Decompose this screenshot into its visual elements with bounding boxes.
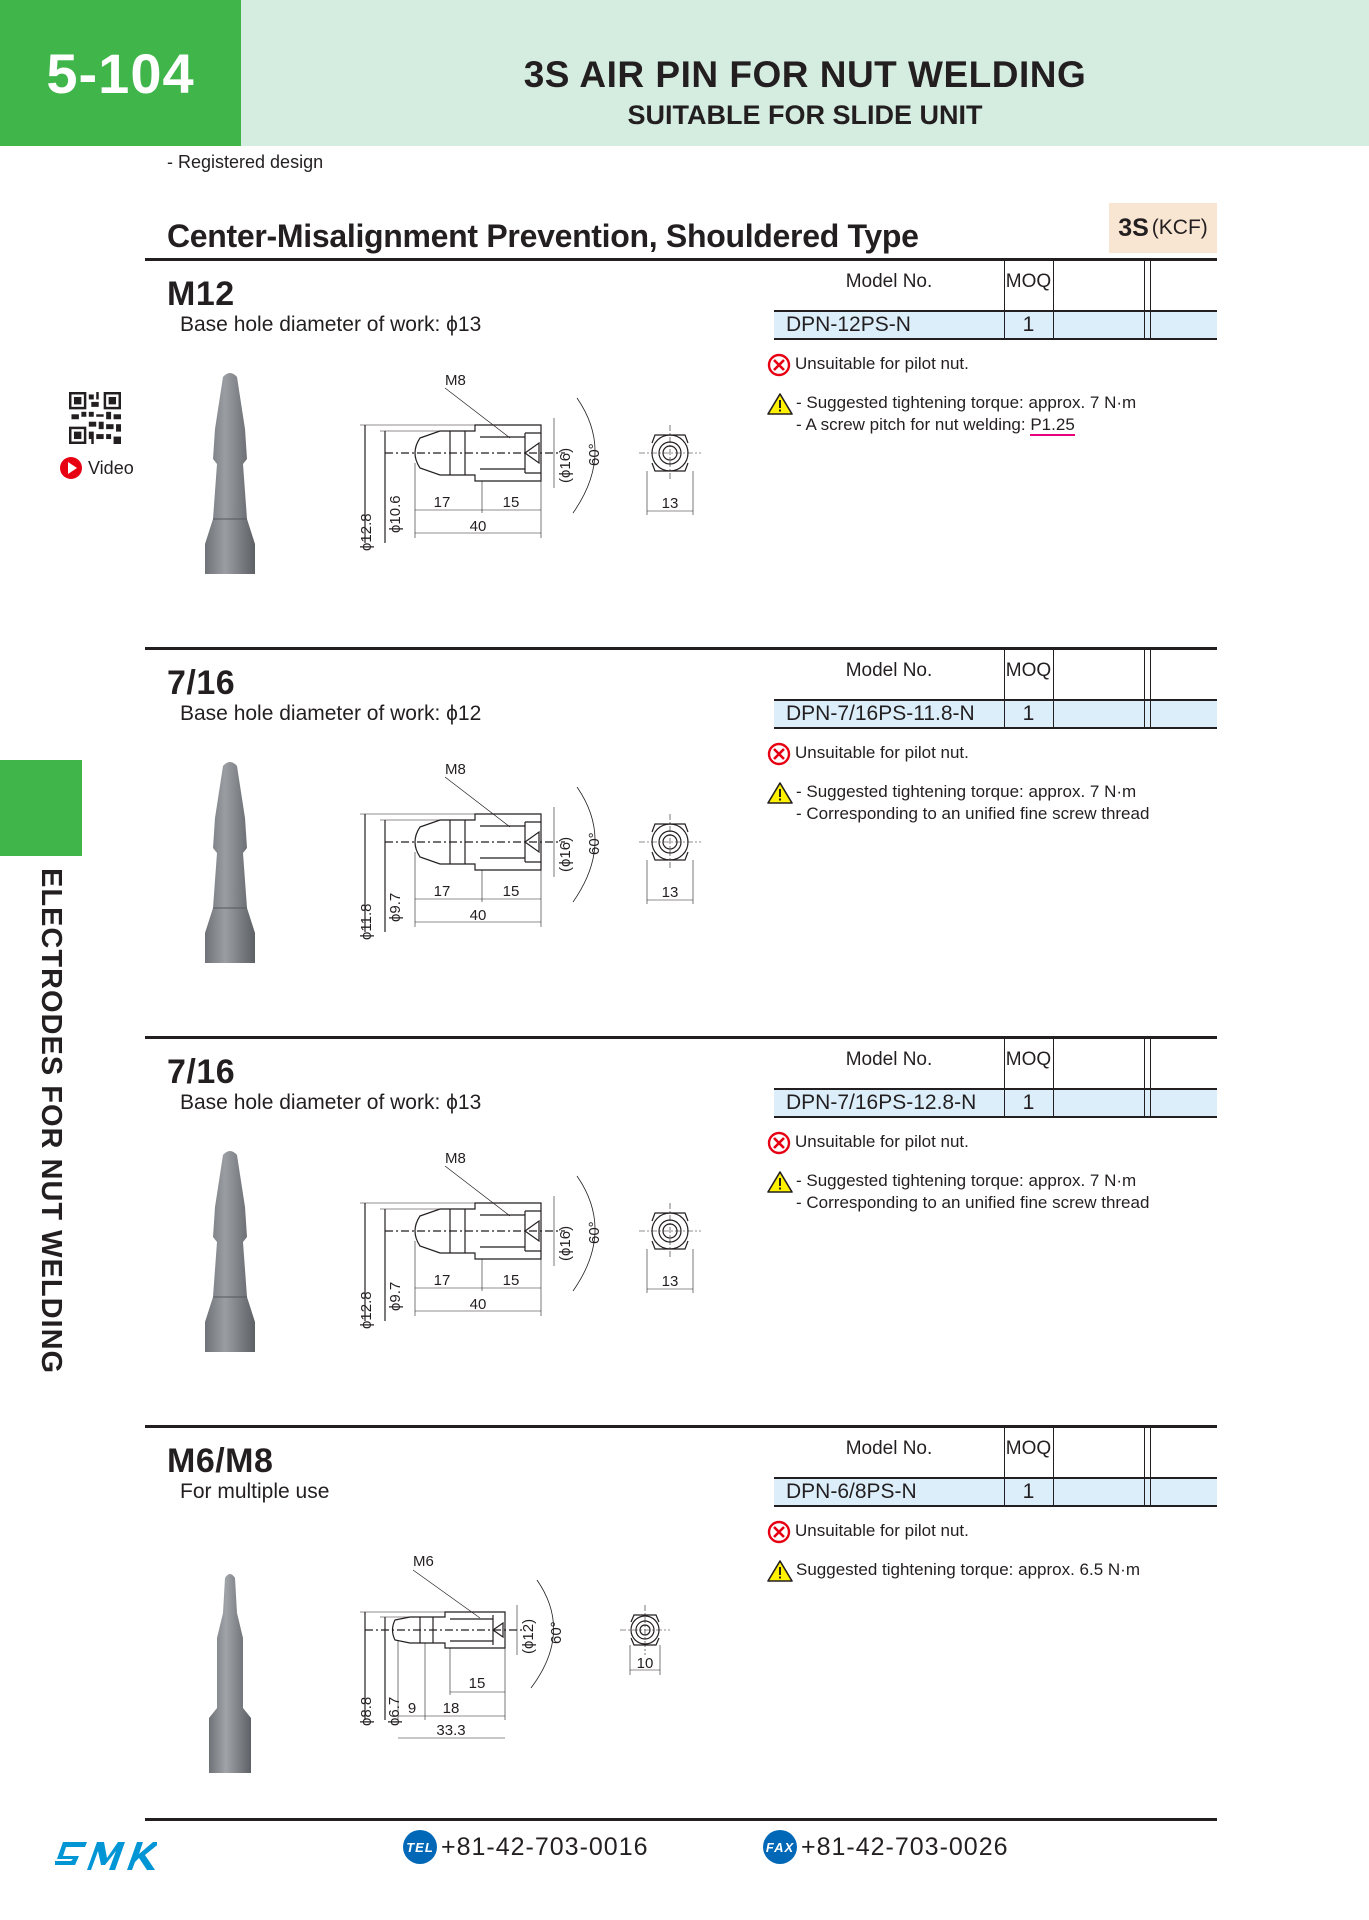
product-section xyxy=(145,647,1217,1027)
qr-code-icon[interactable] xyxy=(68,392,122,444)
model-number: DPN-7/16PS-12.8-N xyxy=(786,1091,977,1114)
dimension-drawing xyxy=(325,363,765,573)
dim-inner-diameter: ϕ9.7 xyxy=(387,1281,404,1311)
dimension-drawing xyxy=(325,1141,765,1351)
pin-photo-icon xyxy=(185,758,275,968)
dim-thread: M8 xyxy=(445,1150,466,1167)
model-header: Model No. xyxy=(845,1049,933,1070)
base-hole-text: For multiple use xyxy=(180,1480,330,1503)
pin-photo-icon xyxy=(185,1568,275,1778)
warning-icon xyxy=(767,392,793,416)
table-divider xyxy=(1053,1428,1054,1507)
unsuitable-icon xyxy=(767,1520,791,1544)
model-number: DPN-6/8PS-N xyxy=(786,1480,917,1503)
badge-main: 3S xyxy=(1118,213,1149,242)
table-divider xyxy=(1150,650,1151,729)
unsuitable-icon xyxy=(767,1131,791,1155)
table-divider xyxy=(1004,650,1005,729)
dim-shoulder-diameter: (ϕ16) xyxy=(557,447,574,483)
moq-header: MOQ xyxy=(1005,271,1052,292)
moq-value: 1 xyxy=(1022,1091,1035,1114)
footer-divider xyxy=(145,1818,1217,1821)
model-table xyxy=(774,650,1217,725)
fax-icon: FAX xyxy=(763,1830,797,1864)
model-number: DPN-12PS-N xyxy=(786,313,911,336)
dim-outer-diameter: ϕ12.8 xyxy=(358,1291,375,1329)
dim-angle: 60° xyxy=(586,832,603,855)
video-label: Video xyxy=(88,457,134,478)
note-line: - Corresponding to an unified fine screw thread xyxy=(796,1193,1150,1212)
table-divider xyxy=(1144,650,1145,729)
table-divider xyxy=(1150,1428,1151,1507)
unsuitable-text: Unsuitable for pilot nut. xyxy=(795,1521,969,1540)
dim-inner-diameter: ϕ9.7 xyxy=(387,892,404,922)
page-title: 3S AIR PIN FOR NUT WELDING xyxy=(523,54,1087,95)
pin-photo-icon xyxy=(185,1147,275,1357)
note-line: - Corresponding to an unified fine screw thread xyxy=(796,804,1150,823)
dim-length-a: 9 xyxy=(407,1700,417,1717)
pin-photo xyxy=(185,369,275,579)
dim-length-total: 33.3 xyxy=(436,1722,466,1739)
dim-length-b: 15 xyxy=(502,883,520,900)
dim-length-a: 17 xyxy=(433,1272,451,1289)
moq-value: 1 xyxy=(1022,313,1035,336)
model-header: Model No. xyxy=(845,271,933,292)
dimension-drawing-wrap xyxy=(325,752,765,962)
page-number: 5-104 xyxy=(0,0,241,146)
pin-photo xyxy=(185,1147,275,1357)
note-line: Suggested tightening torque: approx. 6.5 N·m xyxy=(796,1560,1140,1579)
company-logo xyxy=(55,1838,157,1880)
dim-outer-diameter: ϕ11.8 xyxy=(358,903,375,940)
dim-angle: 60° xyxy=(586,443,603,466)
model-number: DPN-7/16PS-11.8-N xyxy=(786,702,975,725)
note-line: - A screw pitch for nut welding: P1.25 xyxy=(796,415,1075,434)
moq-value: 1 xyxy=(1022,702,1035,725)
dimension-drawing-wrap xyxy=(325,363,765,573)
badge-sub: (KCF) xyxy=(1151,216,1208,239)
table-divider xyxy=(1144,1428,1145,1507)
screw-pitch: P1.25 xyxy=(1030,415,1075,434)
tel-icon: TEL xyxy=(403,1830,437,1864)
pin-photo-icon xyxy=(185,369,275,579)
section-title: Center-Misalignment Prevention, Shouldered Type xyxy=(167,218,919,254)
product-section xyxy=(145,1036,1217,1416)
dim-length-total: 40 xyxy=(469,1296,487,1313)
warning-icon xyxy=(767,1559,793,1583)
unsuitable-icon xyxy=(767,742,791,766)
unsuitable-note xyxy=(767,1131,969,1155)
unsuitable-icon xyxy=(767,353,791,377)
dim-outer-diameter: ϕ8.8 xyxy=(358,1696,375,1726)
thread-size: M6/M8 xyxy=(167,1442,274,1480)
model-header: Model No. xyxy=(845,1438,933,1459)
table-divider xyxy=(1144,261,1145,340)
dim-shoulder-diameter: (ϕ16) xyxy=(557,1225,574,1261)
model-header: Model No. xyxy=(845,660,933,681)
base-hole-text: Base hole diameter of work: ϕ12 xyxy=(180,702,482,725)
dimension-drawing xyxy=(325,1540,765,1750)
product-section xyxy=(145,258,1217,638)
table-divider xyxy=(1144,1039,1145,1118)
unsuitable-text: Unsuitable for pilot nut. xyxy=(795,743,969,762)
base-hole-text: Base hole diameter of work: ϕ13 xyxy=(180,313,482,336)
warning-note xyxy=(767,1170,1149,1214)
table-divider xyxy=(1053,261,1054,340)
dim-hex: 13 xyxy=(661,884,679,901)
dim-thread: M8 xyxy=(445,372,466,389)
pin-photo xyxy=(185,758,275,968)
dim-length-a: 17 xyxy=(433,883,451,900)
thread-size: M12 xyxy=(167,275,235,313)
side-tab xyxy=(0,760,82,856)
model-table xyxy=(774,1428,1217,1503)
dim-length-b: 18 xyxy=(442,1700,460,1717)
video-link[interactable] xyxy=(60,457,134,479)
play-icon xyxy=(60,457,82,479)
table-divider xyxy=(1150,261,1151,340)
dimension-drawing xyxy=(325,752,765,962)
moq-header: MOQ xyxy=(1005,1438,1052,1459)
dim-hex: 13 xyxy=(661,495,679,512)
logo-icon xyxy=(55,1841,157,1871)
type-badge xyxy=(1109,203,1217,253)
dim-hex: 10 xyxy=(636,1655,654,1672)
moq-header: MOQ xyxy=(1005,1049,1052,1070)
note-line: - Suggested tightening torque: approx. 7 N·m xyxy=(796,1171,1137,1190)
thread-size: 7/16 xyxy=(167,1053,236,1091)
moq-value: 1 xyxy=(1022,1480,1035,1503)
note-line: - Suggested tightening torque: approx. 7 N·m xyxy=(796,782,1137,801)
unsuitable-text: Unsuitable for pilot nut. xyxy=(795,1132,969,1151)
fax-contact[interactable] xyxy=(763,1830,1009,1864)
dim-length-b: 15 xyxy=(502,1272,520,1289)
product-section xyxy=(145,1425,1217,1805)
tel-contact[interactable] xyxy=(403,1830,649,1864)
model-table xyxy=(774,1039,1217,1114)
dim-length-total: 40 xyxy=(469,518,487,535)
registered-note: - Registered design xyxy=(167,152,324,172)
unsuitable-note xyxy=(767,353,969,377)
dim-shoulder-diameter: (ϕ12) xyxy=(520,1618,537,1654)
dim-angle: 60° xyxy=(586,1221,603,1244)
table-divider xyxy=(1150,1039,1151,1118)
table-divider xyxy=(1053,650,1054,729)
dim-inner-diameter: ϕ6.7 xyxy=(386,1696,403,1726)
table-divider xyxy=(1004,261,1005,340)
unsuitable-note xyxy=(767,742,969,766)
note-line: - Suggested tightening torque: approx. 7 N·m xyxy=(796,393,1137,412)
dim-length-total: 40 xyxy=(469,907,487,924)
fax-number: +81-42-703-0026 xyxy=(801,1832,1009,1861)
dimension-drawing-wrap xyxy=(325,1141,765,1351)
model-table xyxy=(774,261,1217,336)
warning-icon xyxy=(767,1170,793,1194)
side-category-label: ELECTRODES FOR NUT WELDING xyxy=(35,868,67,1375)
dim-inner-diameter: ϕ10.6 xyxy=(387,495,404,533)
warning-note xyxy=(767,1559,1140,1583)
dimension-drawing-wrap xyxy=(325,1540,765,1750)
dim-length-b: 15 xyxy=(502,494,520,511)
dim-hex: 13 xyxy=(661,1273,679,1290)
dim-length-a: 17 xyxy=(433,494,451,511)
base-hole-text: Base hole diameter of work: ϕ13 xyxy=(180,1091,482,1114)
pin-photo xyxy=(185,1568,275,1778)
table-divider xyxy=(1004,1428,1005,1507)
unsuitable-note xyxy=(767,1520,969,1544)
page-subtitle: SUITABLE FOR SLIDE UNIT xyxy=(627,100,983,130)
moq-header: MOQ xyxy=(1005,660,1052,681)
warning-icon xyxy=(767,781,793,805)
unsuitable-text: Unsuitable for pilot nut. xyxy=(795,354,969,373)
dim-thread: M8 xyxy=(445,761,466,778)
dim-angle: 60° xyxy=(548,1621,565,1644)
warning-note xyxy=(767,781,1149,825)
table-divider xyxy=(1004,1039,1005,1118)
dim-shoulder-diameter: (ϕ16) xyxy=(557,836,574,872)
dim-outer-diameter: ϕ12.8 xyxy=(358,513,375,551)
dim-thread: M6 xyxy=(413,1553,434,1570)
thread-size: 7/16 xyxy=(167,664,236,702)
warning-note xyxy=(767,392,1136,436)
dim-length-c: 15 xyxy=(468,1675,486,1692)
table-divider xyxy=(1053,1039,1054,1118)
tel-number: +81-42-703-0016 xyxy=(441,1832,649,1861)
